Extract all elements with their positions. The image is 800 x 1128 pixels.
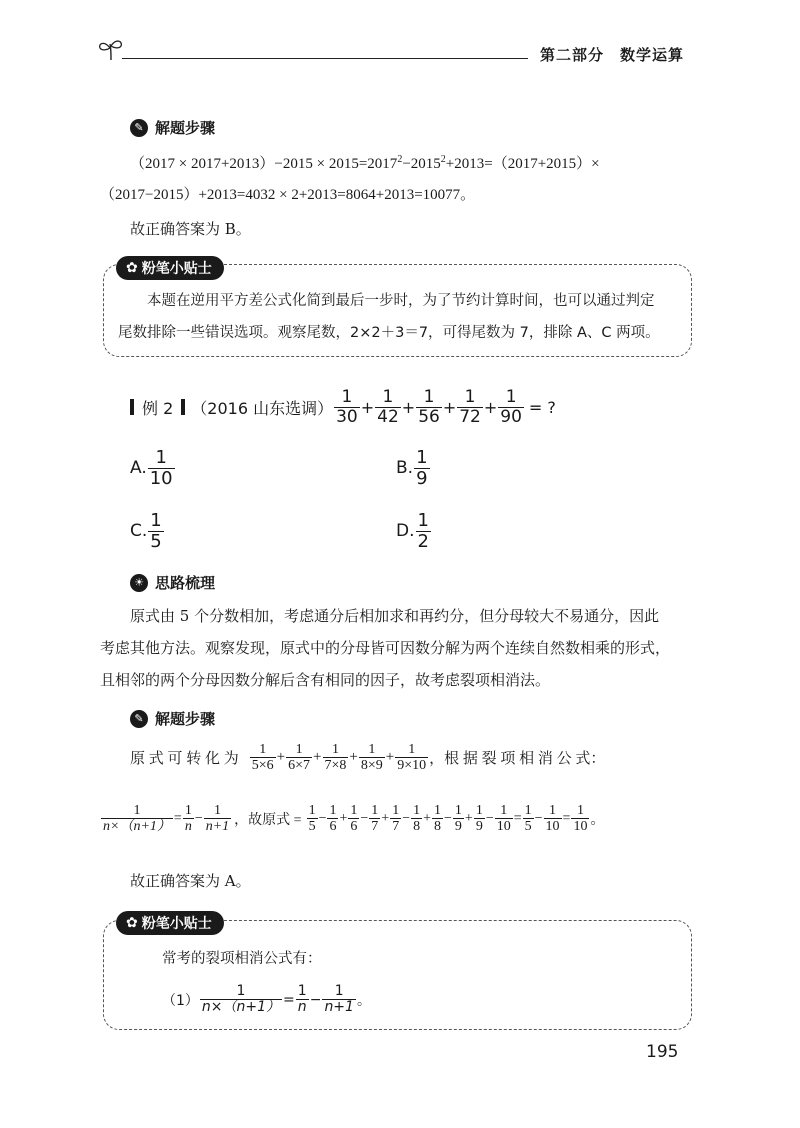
example-source: （2016 山东选调） — [191, 398, 334, 418]
thinking-line-3: 且相邻的两个分母因数分解后含有相同的因子，故考虑裂项相消法。 — [100, 671, 551, 689]
option-b[interactable]: B. $\frac{1}{9}$ — [396, 447, 428, 489]
pen-icon: ✎ — [130, 710, 148, 728]
solution-line-2: $\frac{1}{n\times(n+1)}$ = $\frac{1}{n}$ − $\frac{1}{n+1}$ ，故原式 = $\frac{1}{5}$ − $\frac{1}{6}$ + $\frac{1}{6}$ − $\frac{1}{7}$ + $\frac{1}{7}$ − $\frac{1}{8}$ + $\frac{1}{8}$ − $\frac{1}{9}$ + $\frac{1}{9}$ − $\frac{1}{10}$ = $\frac{1}{5}$ − $\frac{1}{10}$ = $\frac{1}{10}$ 。 — [103, 803, 605, 835]
example-label: 例 2 — [142, 398, 174, 418]
example-question: 例 2 （2016 山东选调） $\frac{1}{30}$ + $\frac{1}{42}$ + $\frac{1}{56}$ + $\frac{1}{72}$ + $\frac{1}{90}$ = ? — [130, 388, 556, 426]
split-fraction: $\frac{1}{9\times 10}$ — [397, 742, 427, 774]
question-fraction: $\frac{1}{56}$ — [418, 387, 440, 427]
example-bracket-left — [130, 399, 134, 415]
answer-line: 故正确答案为 A。 — [130, 872, 251, 890]
sprout-icon: ✿ — [126, 915, 138, 931]
sprout-icon: ✿ — [126, 260, 138, 276]
bulb-icon: ☀ — [130, 574, 148, 592]
tip-text-line-1: 常考的裂项相消公式有： — [162, 951, 322, 967]
split-fraction: $\frac{1}{6\times 7}$ — [288, 742, 311, 774]
option-a[interactable]: A. $\frac{1}{10}$ — [130, 447, 173, 489]
solution-line-2: （2017−2015）+2013=4032 × 2+2013=8064+2013=10077。 — [100, 187, 476, 203]
answer-line: 故正确答案为 B。 — [130, 220, 251, 238]
tip-formula: （1） $\frac{1}{n\times(n+1)}$ = $\frac{1}{n}$ − $\frac{1}{n+1}$ 。 — [162, 983, 371, 1016]
question-fraction: $\frac{1}{72}$ — [459, 387, 481, 427]
tip-tag: ✿ 粉笔小贴士 — [116, 911, 224, 935]
tip-tag: ✿ 粉笔小贴士 — [116, 256, 224, 280]
pen-icon: ✎ — [130, 119, 148, 137]
section-title: 第二部分 数学运算 — [540, 46, 685, 64]
general-fraction: $\frac{1}{n\times(n+1)}$ — [103, 803, 171, 835]
tip-text-line-1: 本题在逆用平方差公式化简到最后一步时，为了节约计算时间，也可以通过判定 — [147, 293, 655, 309]
solution-line-1: $(2017 \times 2017+2013)-2015 \times 2015=2017^2-2015^2+2013=(2017+2015)\times$ — [130, 154, 600, 172]
page-number: 195 — [646, 1042, 679, 1062]
tip-text-line-2: 尾数排除一些错误选项。观察尾数，2×2＋3＝7，可得尾数为 7，排除 A、C 两项。 — [118, 325, 660, 341]
solution-line-1: 原 式 可 转 化 为 $\frac{1}{5\times 6}$ + $\frac{1}{6\times 7}$ + $\frac{1}{7\times 8}$ + $\frac{1}{8\times 9}$ + $\frac{1}{9\times 10}$ ，根 据 裂 项 相 消 公 式： — [130, 742, 606, 774]
thinking-line-2: 考虑其他方法。观察发现，原式中的分母皆可因数分解为两个连续自然数相乘的形式， — [100, 639, 671, 657]
question-fraction: $\frac{1}{42}$ — [377, 387, 399, 427]
question-fraction: $\frac{1}{90}$ — [500, 387, 522, 427]
question-fraction: $\frac{1}{30}$ — [336, 387, 358, 427]
solution-heading: ✎ 解题步骤 — [130, 117, 215, 138]
split-fraction: $\frac{1}{7\times 8}$ — [324, 742, 347, 774]
thinking-heading: ☀ 思路梳理 — [130, 572, 215, 593]
option-c[interactable]: C. $\frac{1}{5}$ — [130, 510, 162, 552]
split-fraction: $\frac{1}{8\times 9}$ — [360, 742, 383, 774]
solution-heading: ✎ 解题步骤 — [130, 708, 215, 729]
split-fraction: $\frac{1}{5\times 6}$ — [251, 742, 274, 774]
option-d[interactable]: D. $\frac{1}{2}$ — [396, 510, 429, 552]
example-bracket-right — [181, 399, 185, 415]
header-rule — [122, 58, 528, 59]
thinking-line-1: 原式由 5 个分数相加，考虑通分后相加求和再约分，但分母较大不易通分，因此 — [130, 607, 660, 625]
